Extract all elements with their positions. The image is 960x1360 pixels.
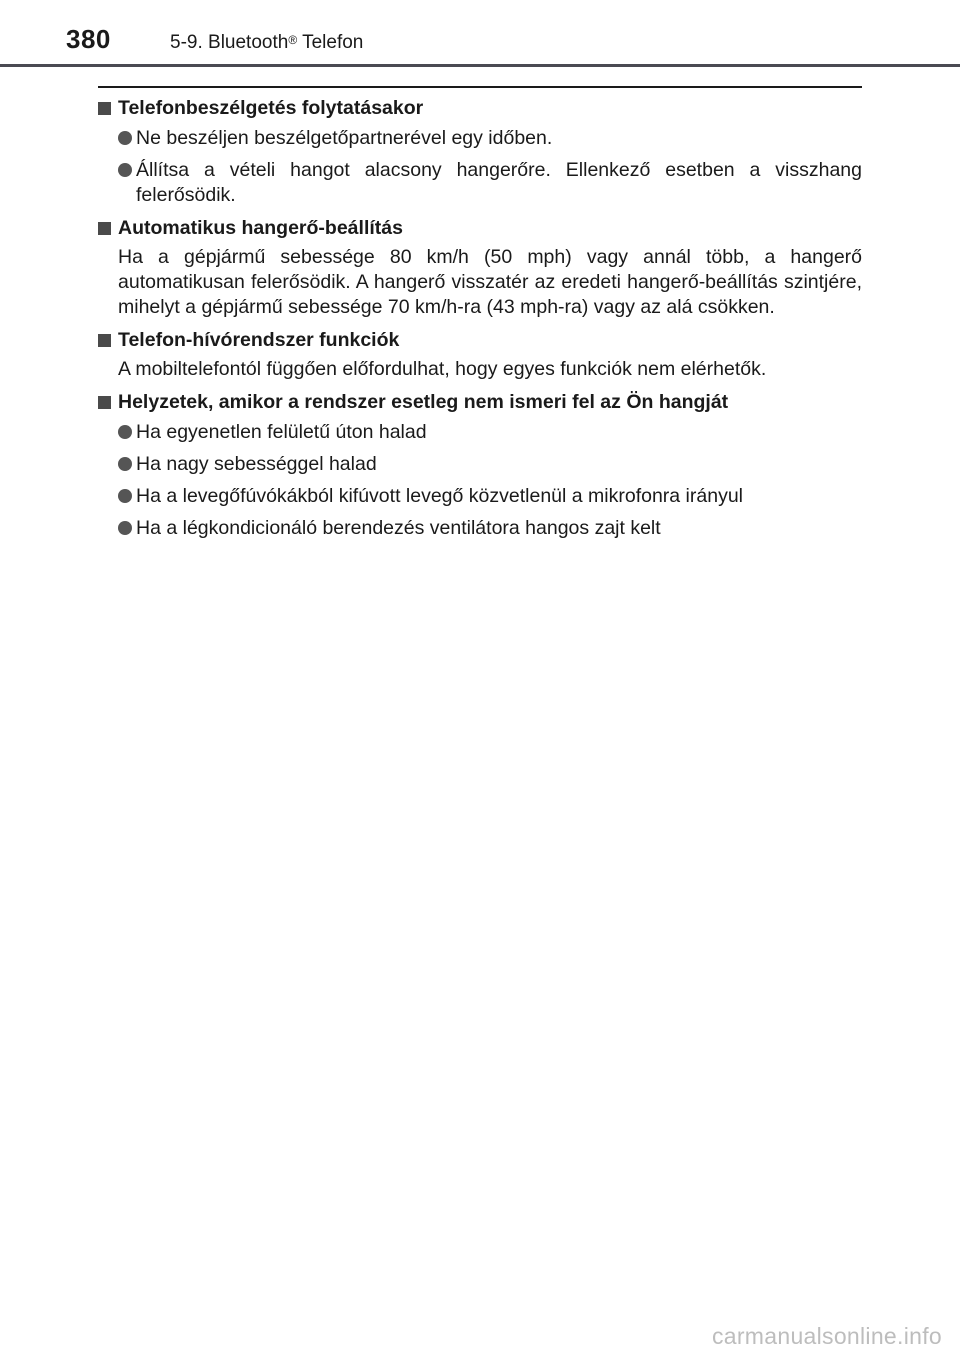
page-content xyxy=(98,96,862,541)
section-heading-text: Helyzetek, amikor a rendszer esetleg nem ismeri fel az Ön hangját xyxy=(118,391,729,413)
list-item-text: Ha nagy sebességgel halad xyxy=(136,453,377,475)
section-title-prefix: 5-9. Bluetooth xyxy=(170,32,289,53)
list-item-text: Ha a levegőfúvókákból kifúvott levegő közvetlenül a mikrofonra irányul xyxy=(136,485,743,507)
section-heading xyxy=(98,216,862,241)
header-rule xyxy=(0,64,960,67)
circle-bullet-icon xyxy=(118,163,132,177)
square-bullet-icon xyxy=(98,222,111,235)
list-item-text: Ne beszéljen beszélgetőpartnerével egy időben. xyxy=(136,127,553,149)
list-item xyxy=(118,158,862,208)
list-item xyxy=(118,126,862,151)
section-paragraph: Ha a gépjármű sebessége 80 km/h (50 mph) vagy annál több, a hangerő automatikusan felerősödik. A hangerő visszatér az eredeti hangerő-beállítás szintjére, mihelyt a gépjármű sebessége 70 km/h-ra (43 mph-ra) vagy az alá csökken. xyxy=(118,246,862,318)
list-item-text: Állítsa a vételi hangot alacsony hangerőre. Ellenkező esetben a visszhang felerősödik. xyxy=(136,159,862,206)
list-item xyxy=(118,452,862,477)
section-heading xyxy=(98,390,862,415)
section-heading-text: Telefon-hívórendszer funkciók xyxy=(118,329,400,351)
square-bullet-icon xyxy=(98,334,111,347)
section-heading-text: Automatikus hangerő-beállítás xyxy=(118,217,403,239)
circle-bullet-icon xyxy=(118,457,132,471)
circle-bullet-icon xyxy=(118,521,132,535)
square-bullet-icon xyxy=(98,102,111,115)
page-number: 380 xyxy=(66,24,111,54)
circle-bullet-icon xyxy=(118,425,132,439)
list-item-text: Ha egyenetlen felületű úton halad xyxy=(136,421,427,443)
list-item xyxy=(118,516,862,541)
list-item-text: Ha a légkondicionáló berendezés ventilátora hangos zajt kelt xyxy=(136,517,661,539)
circle-bullet-icon xyxy=(118,489,132,503)
section-title xyxy=(170,32,363,54)
page-header xyxy=(0,0,960,66)
registered-mark: ® xyxy=(288,33,298,47)
section-heading xyxy=(98,96,862,121)
section-paragraph: A mobiltelefontól függően előfordulhat, hogy egyes funkciók nem elérhetők. xyxy=(118,358,767,380)
section-heading-text: Telefonbeszélgetés folytatásakor xyxy=(118,97,424,119)
content-rule xyxy=(98,86,862,88)
watermark: carmanualsonline.info xyxy=(711,1323,942,1349)
list-item xyxy=(118,420,862,445)
square-bullet-icon xyxy=(98,396,111,409)
section-heading xyxy=(98,328,862,353)
list-item xyxy=(118,484,862,509)
circle-bullet-icon xyxy=(118,131,132,145)
section-title-suffix: Telefon xyxy=(297,32,364,53)
